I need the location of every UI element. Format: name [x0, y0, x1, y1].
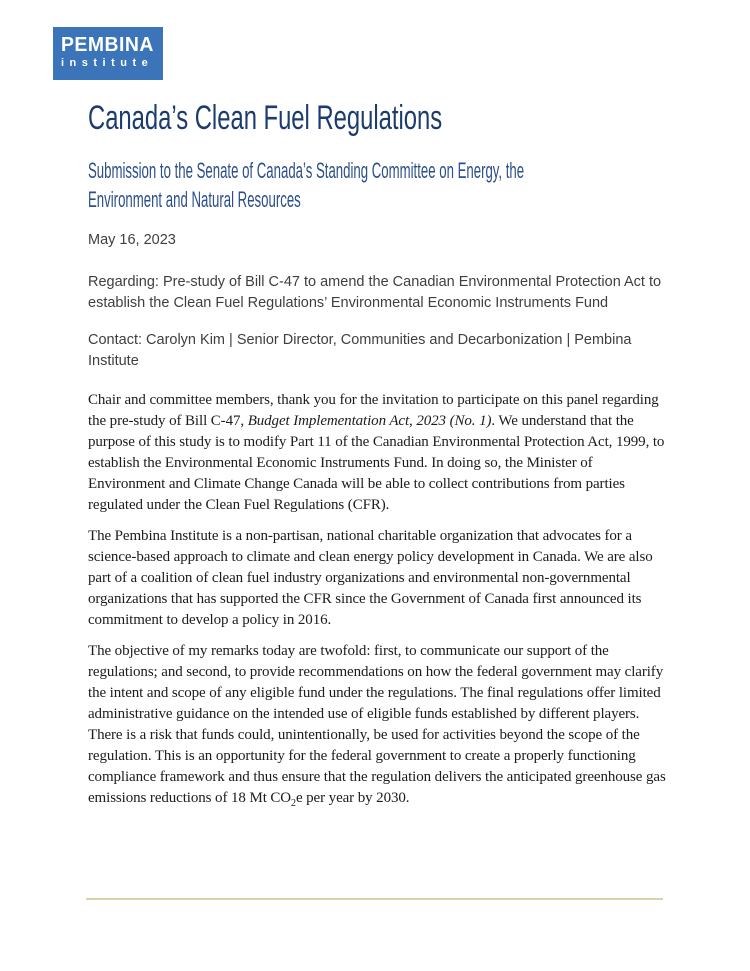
page-subtitle: Submission to the Senate of Canada’s Standing Committee on Energy, the Environment and Natural Resources [88, 158, 525, 212]
paragraph-1-text-continued: . We understand that the purpose of this study is to modify Part 11 of the Canadian Environmental Protection Act, 1999, to establish the Environmental Economic Instruments Fund. In doing so, the Minister of Environment and Climate Change Canada will be able to collect contributions from parties regulated under the Clean Fuel Regulations (CFR). [88, 413, 665, 513]
paragraph-3-text: The objective of my remarks today are twofold: first, to communicate our support of the regulations; and second, to provide recommendations on how the federal government may clarify the intent and scope of any eligible fund under the regulations. The final regulations offer limited administrative guidance on the intended use of eligible funds established by different players. There is a risk that funds could, unintentionally, be used for activities beyond the scope of the regulation. This is an opportunity for the federal government to create a properly functioning compliance framework and thus ensure that the regulation delivers the anticipated greenhouse gas emissions reductions of 18 Mt CO [88, 643, 666, 806]
date-line: May 16, 2023 [88, 232, 176, 248]
document-content [88, 0, 666, 809]
regarding-line: Regarding: Pre-study of Bill C-47 to amend the Canadian Environmental Protection Act to establish the Clean Fuel Regulations’ Environmental Economic Instruments Fund [88, 274, 662, 311]
logo-subtext: institute [61, 57, 154, 69]
co2-subscript: 2 [291, 798, 296, 809]
footer-divider [86, 898, 663, 900]
paragraph-about-pembina: The Pembina Institute is a non-partisan, national charitable organization that advocates for a science-based approach to climate and clean energy policy development in Canada. We are also part of a coalition of clean fuel industry organizations and environmental non-governmental organizations that has supported the CFR since the Government of Canada first announced its commitment to develop a policy in 2016. [88, 528, 653, 628]
paragraph-1-text: Chair and committee members, thank you for the invitation to participate on this panel regarding the pre-study of Bill C-47, [88, 392, 659, 429]
page-title: Canada’s Clean Fuel Regulations [88, 99, 443, 137]
contact-line: Contact: Carolyn Kim | Senior Director, Communities and Decarbonization | Pembina Institute [88, 332, 632, 369]
logo-wordmark: PEMBINA [61, 34, 154, 56]
paragraph-3-text-continued: e per year by 2030. [295, 790, 410, 806]
paragraph-objective [88, 641, 666, 809]
paragraph-introduction [88, 390, 666, 516]
italic-act-title: Budget Implementation Act, 2023 (No. 1) [247, 413, 492, 429]
